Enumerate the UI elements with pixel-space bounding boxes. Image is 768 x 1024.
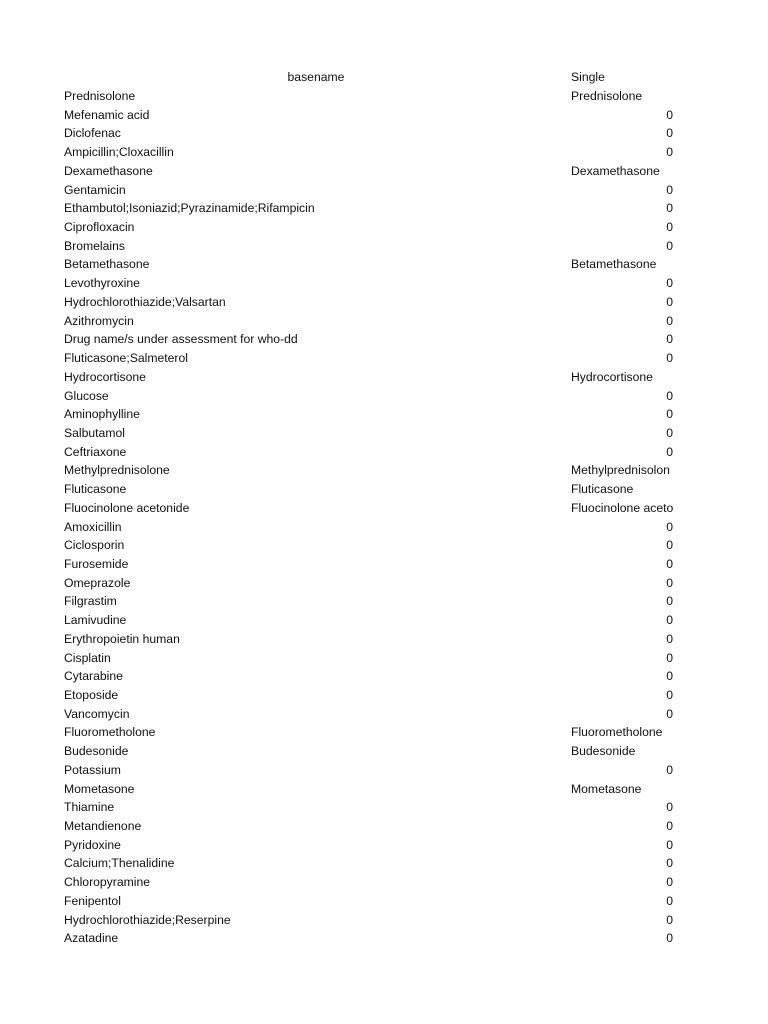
single-cell: Betamethasone bbox=[571, 257, 657, 272]
single-cell: 0 bbox=[666, 819, 673, 834]
basename-cell: Fluorometholone bbox=[64, 725, 156, 740]
table-row bbox=[0, 686, 768, 705]
single-cell: 0 bbox=[666, 444, 673, 459]
single-cell: Fluocinolone aceto bbox=[571, 500, 673, 515]
basename-cell: Potassium bbox=[64, 762, 121, 777]
basename-cell: Prednisolone bbox=[64, 89, 136, 103]
table-row bbox=[0, 798, 768, 817]
basename-cell: Cisplatin bbox=[64, 650, 111, 665]
basename-cell: Drug name/s under assessment for who-dd bbox=[64, 332, 298, 347]
basename-cell: Omeprazole bbox=[64, 575, 131, 590]
basename-cell: Betamethasone bbox=[64, 257, 150, 272]
basename-cell: Ethambutol;Isoniazid;Pyrazinamide;Rifampicin bbox=[64, 201, 315, 216]
table-row bbox=[0, 312, 768, 331]
table-row bbox=[0, 574, 768, 593]
table-row bbox=[0, 761, 768, 780]
basename-cell: Diclofenac bbox=[64, 126, 121, 141]
single-cell: 0 bbox=[666, 294, 673, 309]
single-cell: 0 bbox=[666, 837, 673, 852]
table-row bbox=[0, 330, 768, 349]
single-cell: 0 bbox=[666, 706, 673, 721]
basename-cell: Lamivudine bbox=[64, 613, 127, 628]
table-body bbox=[0, 87, 768, 948]
table-row bbox=[0, 368, 768, 387]
basename-cell: Pyridoxine bbox=[64, 837, 121, 852]
single-cell: 0 bbox=[666, 126, 673, 141]
basename-cell: Chloropyramine bbox=[64, 875, 151, 890]
single-cell: 0 bbox=[666, 575, 673, 590]
basename-cell: Fluocinolone acetonide bbox=[64, 500, 190, 515]
basename-cell: Furosemide bbox=[64, 556, 129, 571]
single-cell: Hydrocortisone bbox=[571, 369, 653, 384]
basename-cell: Levothyroxine bbox=[64, 276, 140, 291]
single-cell: 0 bbox=[666, 220, 673, 235]
table-row bbox=[0, 630, 768, 649]
table-row bbox=[0, 405, 768, 424]
single-cell: 0 bbox=[666, 556, 673, 571]
column-header-single: Single bbox=[571, 70, 605, 84]
basename-cell: Bromelains bbox=[64, 238, 125, 253]
basename-cell: Budesonide bbox=[64, 744, 129, 759]
table-row bbox=[0, 611, 768, 630]
table-row bbox=[0, 499, 768, 518]
table-row bbox=[0, 780, 768, 799]
table-row bbox=[0, 443, 768, 462]
header-row bbox=[0, 68, 768, 87]
single-cell: 0 bbox=[666, 669, 673, 684]
single-cell: 0 bbox=[666, 201, 673, 216]
single-cell: 0 bbox=[666, 931, 673, 946]
basename-cell: Salbutamol bbox=[64, 425, 125, 440]
single-cell: 0 bbox=[666, 631, 673, 646]
single-cell: Budesonide bbox=[571, 744, 636, 759]
single-cell: 0 bbox=[666, 107, 673, 122]
table-row bbox=[0, 162, 768, 181]
table-row bbox=[0, 592, 768, 611]
single-cell: Methylprednisolon bbox=[571, 463, 670, 478]
table-row bbox=[0, 255, 768, 274]
table-row bbox=[0, 199, 768, 218]
table-row bbox=[0, 536, 768, 555]
table-row bbox=[0, 555, 768, 574]
basename-cell: Filgrastim bbox=[64, 594, 117, 609]
table-row bbox=[0, 911, 768, 930]
basename-cell: Fluticasone;Salmeterol bbox=[64, 351, 188, 366]
basename-cell: Azithromycin bbox=[64, 313, 134, 328]
single-cell: 0 bbox=[666, 650, 673, 665]
basename-cell: Thiamine bbox=[64, 800, 115, 815]
single-cell: 0 bbox=[666, 856, 673, 871]
table-row bbox=[0, 929, 768, 948]
basename-cell: Ciprofloxacin bbox=[64, 220, 135, 235]
basename-cell: Methylprednisolone bbox=[64, 463, 170, 478]
basename-cell: Metandienone bbox=[64, 819, 142, 834]
table-row bbox=[0, 124, 768, 143]
basename-cell: Fluticasone bbox=[64, 482, 127, 497]
single-cell: 0 bbox=[666, 613, 673, 628]
single-cell: 0 bbox=[666, 388, 673, 403]
table-row bbox=[0, 836, 768, 855]
table-row bbox=[0, 293, 768, 312]
basename-cell: Vancomycin bbox=[64, 706, 130, 721]
basename-cell: Cytarabine bbox=[64, 669, 123, 684]
single-cell: 0 bbox=[666, 313, 673, 328]
basename-cell: Aminophylline bbox=[64, 407, 140, 422]
single-cell: 0 bbox=[666, 538, 673, 553]
single-cell: 0 bbox=[666, 519, 673, 534]
basename-cell: Hydrocortisone bbox=[64, 369, 146, 384]
table-row bbox=[0, 274, 768, 293]
table-row bbox=[0, 518, 768, 537]
single-cell: 0 bbox=[666, 800, 673, 815]
single-cell: 0 bbox=[666, 276, 673, 291]
basename-cell: Azatadine bbox=[64, 931, 119, 946]
basename-cell: Dexamethasone bbox=[64, 163, 153, 178]
single-cell: 0 bbox=[666, 762, 673, 777]
basename-cell: Fenipentol bbox=[64, 893, 121, 908]
table-row bbox=[0, 461, 768, 480]
table-row bbox=[0, 480, 768, 499]
single-cell: Prednisolone bbox=[571, 89, 643, 103]
table-row bbox=[0, 742, 768, 761]
table-row bbox=[0, 892, 768, 911]
table-row bbox=[0, 237, 768, 256]
table-row bbox=[0, 649, 768, 668]
table-row bbox=[0, 705, 768, 724]
single-cell: Dexamethasone bbox=[571, 163, 660, 178]
single-cell: 0 bbox=[666, 425, 673, 440]
table-row bbox=[0, 424, 768, 443]
basename-cell: Ciclosporin bbox=[64, 538, 125, 553]
table-row bbox=[0, 87, 768, 106]
basename-cell: Etoposide bbox=[64, 688, 119, 702]
single-cell: 0 bbox=[666, 912, 673, 927]
basename-cell: Mefenamic acid bbox=[64, 107, 150, 122]
single-cell: 0 bbox=[666, 145, 673, 160]
basename-cell: Amoxicillin bbox=[64, 519, 122, 534]
table-row bbox=[0, 817, 768, 836]
single-cell: 0 bbox=[666, 182, 673, 197]
single-cell: Fluorometholone bbox=[571, 725, 663, 740]
single-cell: 0 bbox=[666, 688, 673, 702]
single-cell: 0 bbox=[666, 407, 673, 422]
table-row bbox=[0, 349, 768, 368]
basename-cell: Glucose bbox=[64, 388, 109, 403]
single-cell: 0 bbox=[666, 594, 673, 609]
single-cell: Mometasone bbox=[571, 781, 642, 796]
table-row bbox=[0, 181, 768, 200]
single-cell: 0 bbox=[666, 332, 673, 347]
table-row bbox=[0, 854, 768, 873]
single-cell: Fluticasone bbox=[571, 482, 634, 497]
table-row bbox=[0, 218, 768, 237]
single-cell: 0 bbox=[666, 875, 673, 890]
table-row bbox=[0, 723, 768, 742]
table-row bbox=[0, 667, 768, 686]
basename-cell: Calcium;Thenalidine bbox=[64, 856, 175, 871]
table-row bbox=[0, 387, 768, 406]
table-row bbox=[0, 106, 768, 125]
basename-cell: Hydrochlorothiazide;Reserpine bbox=[64, 912, 231, 927]
basename-cell: Gentamicin bbox=[64, 182, 126, 197]
basename-cell: Ampicillin;Cloxacillin bbox=[64, 145, 174, 160]
basename-cell: Mometasone bbox=[64, 781, 135, 796]
single-cell: 0 bbox=[666, 351, 673, 366]
single-cell: 0 bbox=[666, 893, 673, 908]
table-row bbox=[0, 873, 768, 892]
basename-cell: Hydrochlorothiazide;Valsartan bbox=[64, 294, 226, 309]
single-cell: 0 bbox=[666, 238, 673, 253]
table-row bbox=[0, 143, 768, 162]
column-header-basename: basename bbox=[287, 70, 345, 84]
spreadsheet-table bbox=[0, 68, 768, 948]
basename-cell: Erythropoietin human bbox=[64, 631, 180, 646]
basename-cell: Ceftriaxone bbox=[64, 444, 127, 459]
